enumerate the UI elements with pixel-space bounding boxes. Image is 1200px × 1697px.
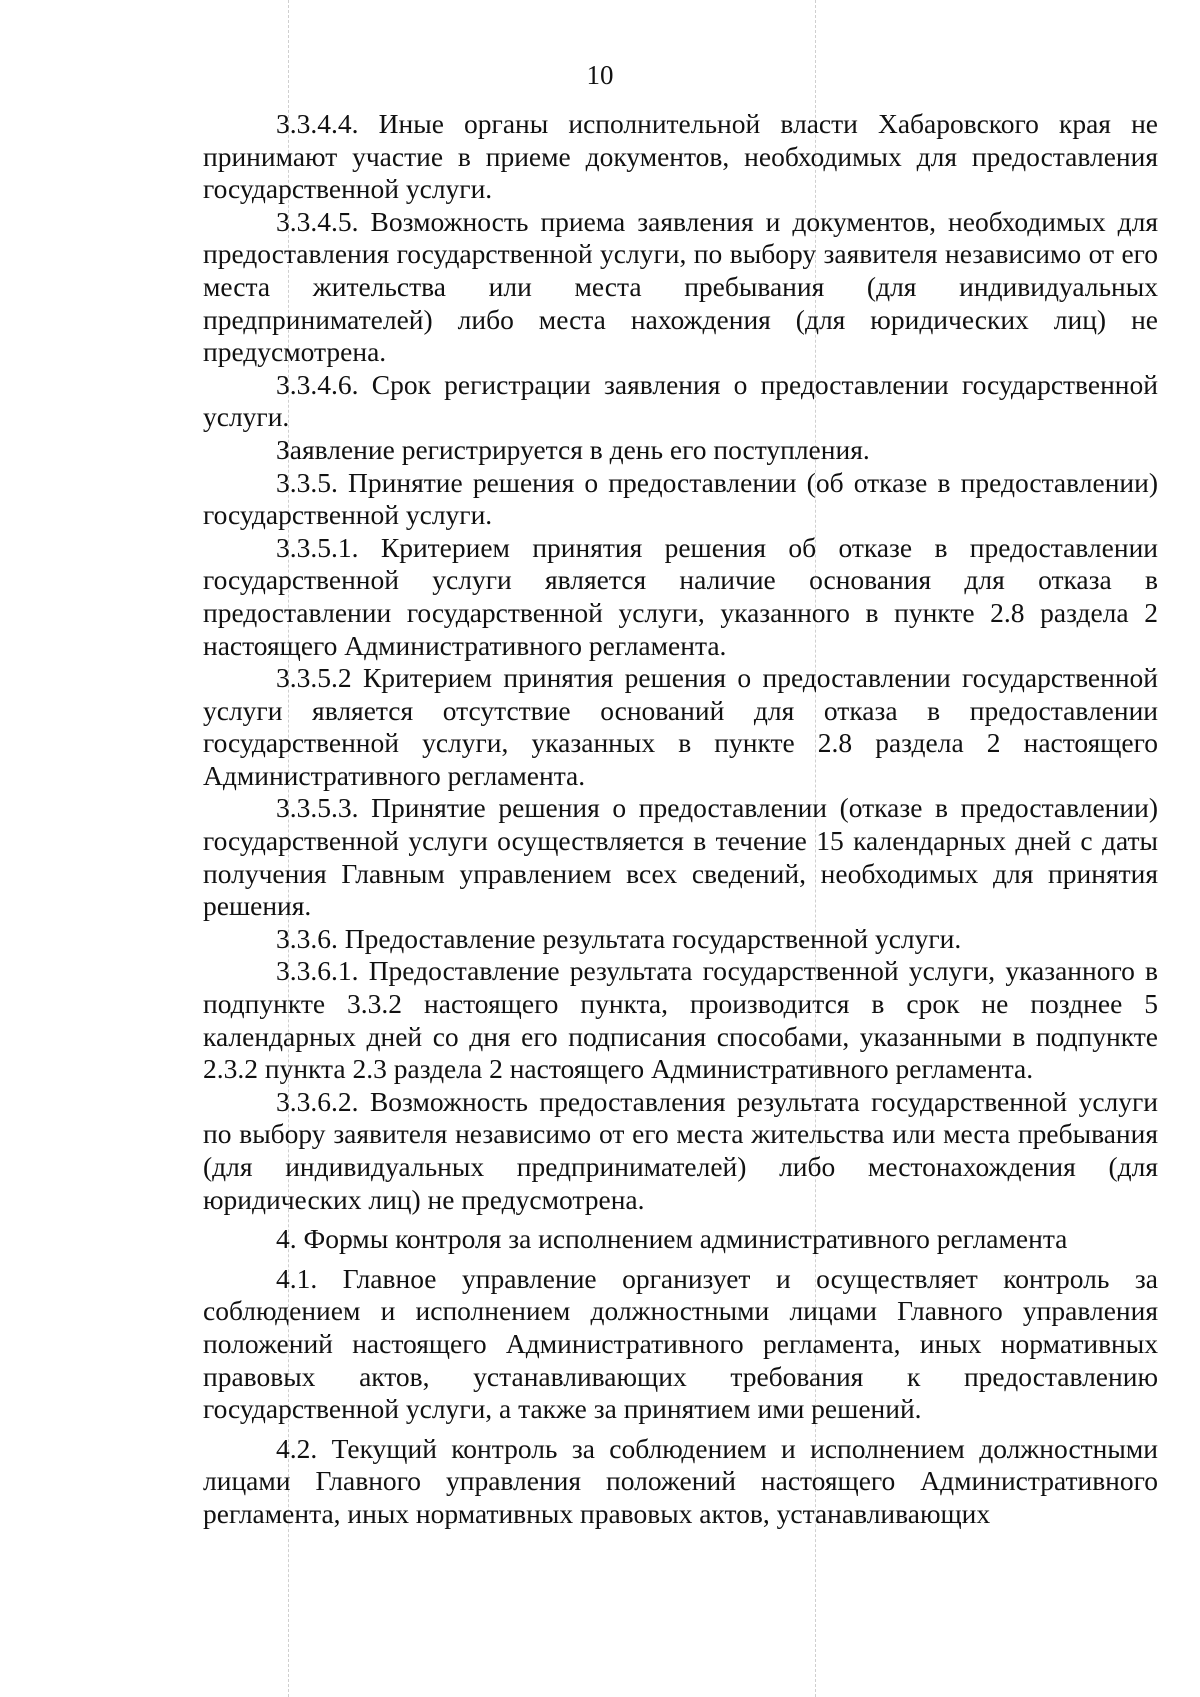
paragraph-3-3-6-2: 3.3.6.2. Возможность предоставления результата государственной услуги по выбору заявителя независимо от его места жительства или места пребывания (для индивидуальных предпринимателей) либо местонахождения (для юридических лиц) не предусмотрена. [203, 1085, 1158, 1215]
paragraph-4-1: 4.1. Главное управление организует и осуществляет контроль за соблюдением и исполнением должностными лицами Главного управления положений настоящего Административного регламента, иных нормативных правовых актов, устанавливающих требования к предоставлению государственной услуги, а также за принятием ими решений. [203, 1262, 1158, 1425]
paragraph-3-3-6: 3.3.6. Предоставление результата государственной услуги. [276, 922, 962, 954]
page-number: 10 [586, 60, 614, 90]
paragraph-3-3-4-4: 3.3.4.4. Иные органы исполнительной власти Хабаровского края не принимают участие в приеме документов, необходимых для предоставления государственной услуги. [203, 108, 1158, 205]
paragraph-3-3-6-1: 3.3.6.1. Предоставление результата государственной услуги, указанного в подпункте 3.3.2 настоящего пункта, производится в срок не позднее 5 календарных дней со дня его подписания способами, указанными в подпункте 2.3.2 пункта 2.3 раздела 2 настоящего Административного регламента. [203, 955, 1158, 1085]
paragraph-3-3-5-1: 3.3.5.1. Критерием принятия решения об отказе в предоставлении государственной услуги является наличие основания для отказа в предоставлении государственной услуги, указанного в пункте 2.8 раздела 2 настоящего Административного регламента. [203, 531, 1158, 661]
paragraph-registration: Заявление регистрируется в день его поступления. [276, 433, 870, 465]
section-heading-4: 4. Формы контроля за исполнением административного регламента [276, 1223, 1068, 1255]
document-body [203, 108, 1158, 1531]
paragraph-4-2: 4.2. Текущий контроль за соблюдением и исполнением должностными лицами Главного управления положений настоящего Административного регламента, иных нормативных правовых актов, устанавливающих [203, 1432, 1158, 1529]
paragraph-3-3-4-5: 3.3.4.5. Возможность приема заявления и документов, необходимых для предоставления государственной услуги, по выбору заявителя независимо от его места жительства или места пребывания (для индивидуальных предпринимателей) либо места нахождения (для юридических лиц) не предусмотрена. [203, 205, 1158, 368]
paragraph-3-3-5-3: 3.3.5.3. Принятие решения о предоставлении (отказе в предоставлении) государственной услуги осуществляется в течение 15 календарных дней с даты получения Главным управлением всех сведений, необходимых для принятия решения. [203, 792, 1158, 922]
paragraph-3-3-5-2: 3.3.5.2 Критерием принятия решения о предоставлении государственной услуги является отсутствие оснований для отказа в предоставлении государственной услуги, указанных в пункте 2.8 раздела 2 настоящего Административного регламента. [203, 662, 1158, 791]
paragraph-3-3-5: 3.3.5. Принятие решения о предоставлении (об отказе в предоставлении) государственной услуги. [203, 466, 1158, 531]
paragraph-3-3-4-6: 3.3.4.6. Срок регистрации заявления о предоставлении государственной услуги. [203, 368, 1158, 433]
